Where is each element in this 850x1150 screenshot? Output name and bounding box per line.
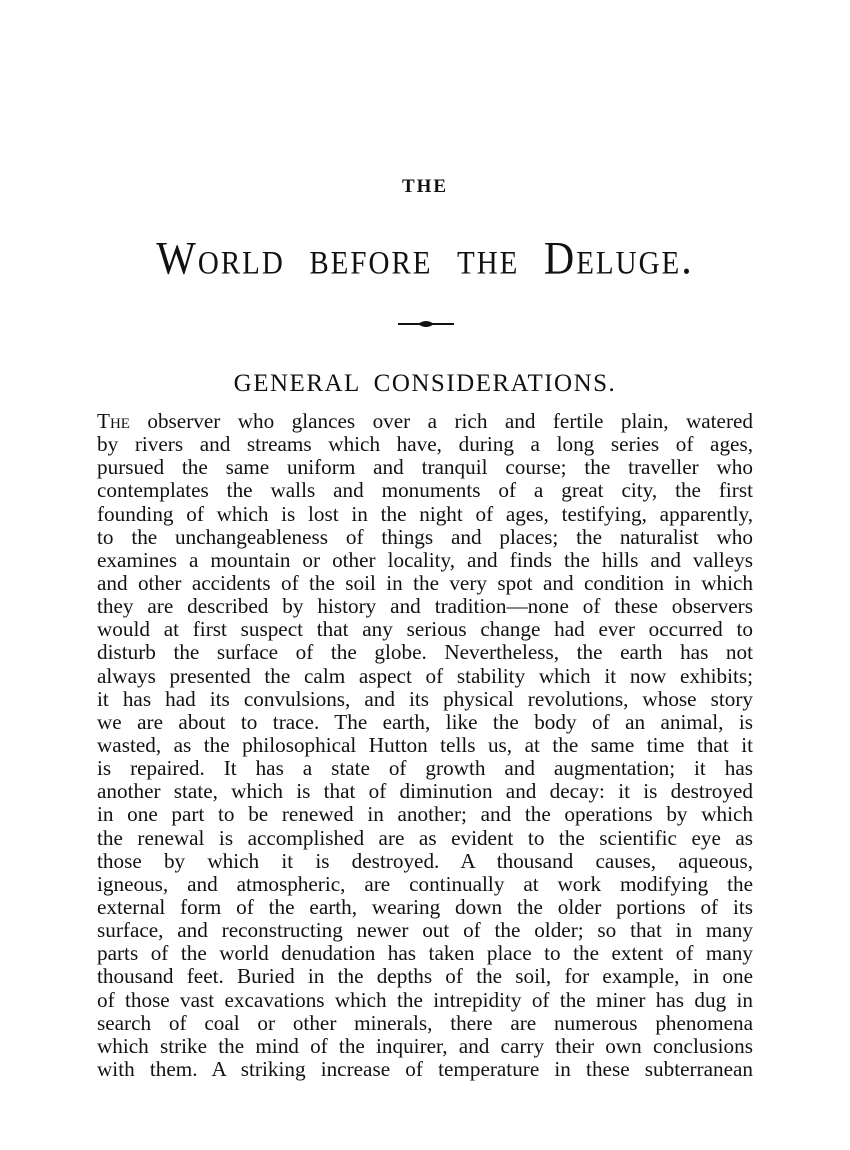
text-line: wasted, as the philosophical Hutton tells us, at the same time that it (97, 732, 753, 757)
text-line: search of coal or other minerals, there are numerous phenomena (97, 1010, 753, 1035)
text-line: it has had its convulsions, and its physical revolutions, whose story (97, 686, 753, 711)
pre-title: THE (401, 176, 449, 197)
text-line: founding of which is lost in the night of ages, testifying, apparently, (97, 501, 753, 526)
text-line: they are described by history and tradition—none of these observers (97, 594, 753, 619)
text-line: which strike the mind of the inquirer, and carry their own conclusions (97, 1033, 753, 1058)
text-line: external form of the earth, wearing down the older portions of its (97, 894, 753, 919)
text-line: always presented the calm aspect of stability which it now exhibits; (97, 663, 753, 688)
lead-word: The (97, 409, 130, 433)
page-title: World before the Deluge. (156, 233, 694, 285)
text-line: thousand feet. Buried in the depths of the soil, for example, in one (97, 964, 753, 989)
text-line: we are about to trace. The earth, like the body of an animal, is (97, 709, 753, 734)
text-line: is repaired. It has a state of growth and augmentation; it has (97, 756, 753, 781)
text-line: disturb the surface of the globe. Nevertheless, the earth has not (97, 640, 753, 665)
text-line: parts of the world denudation has taken place to the extent of many (97, 941, 753, 966)
text-line (97, 410, 753, 433)
text-line: and other accidents of the soil in the very spot and condition in which (97, 570, 753, 595)
text-line: by rivers and streams which have, during a long series of ages, (97, 432, 753, 457)
text-line-content: observer who glances over a rich and fertile plain, watered (129, 409, 753, 433)
text-line: of those vast excavations which the intrepidity of the miner has dug in (97, 987, 753, 1012)
text-line: the renewal is accomplished are as evident to the scientific eye as (97, 825, 753, 850)
text-line: contemplates the walls and monuments of a great city, the first (97, 478, 753, 503)
text-line: to the unchangeableness of things and places; the naturalist who (97, 524, 753, 549)
text-line: igneous, and atmospheric, are continually at work modifying the (97, 871, 753, 896)
body-paragraph (97, 410, 753, 1081)
text-line: another state, which is that of diminution and decay: it is destroyed (97, 779, 753, 804)
text-line: those by which it is destroyed. A thousand causes, aqueous, (97, 848, 753, 873)
text-line: pursued the same uniform and tranquil course; the traveller who (97, 455, 753, 480)
text-line: examines a mountain or other locality, and finds the hills and valleys (97, 547, 753, 572)
text-line: would at first suspect that any serious change had ever occurred to (97, 617, 753, 642)
text-line: with them. A striking increase of temperature in these subterranean (97, 1056, 753, 1081)
section-heading: GENERAL CONSIDERATIONS. (233, 370, 617, 397)
text-line: surface, and reconstructing newer out of the older; so that in many (97, 918, 753, 943)
text-line: in one part to be renewed in another; and the operations by which (97, 802, 753, 827)
ornament-divider-icon (396, 316, 456, 332)
